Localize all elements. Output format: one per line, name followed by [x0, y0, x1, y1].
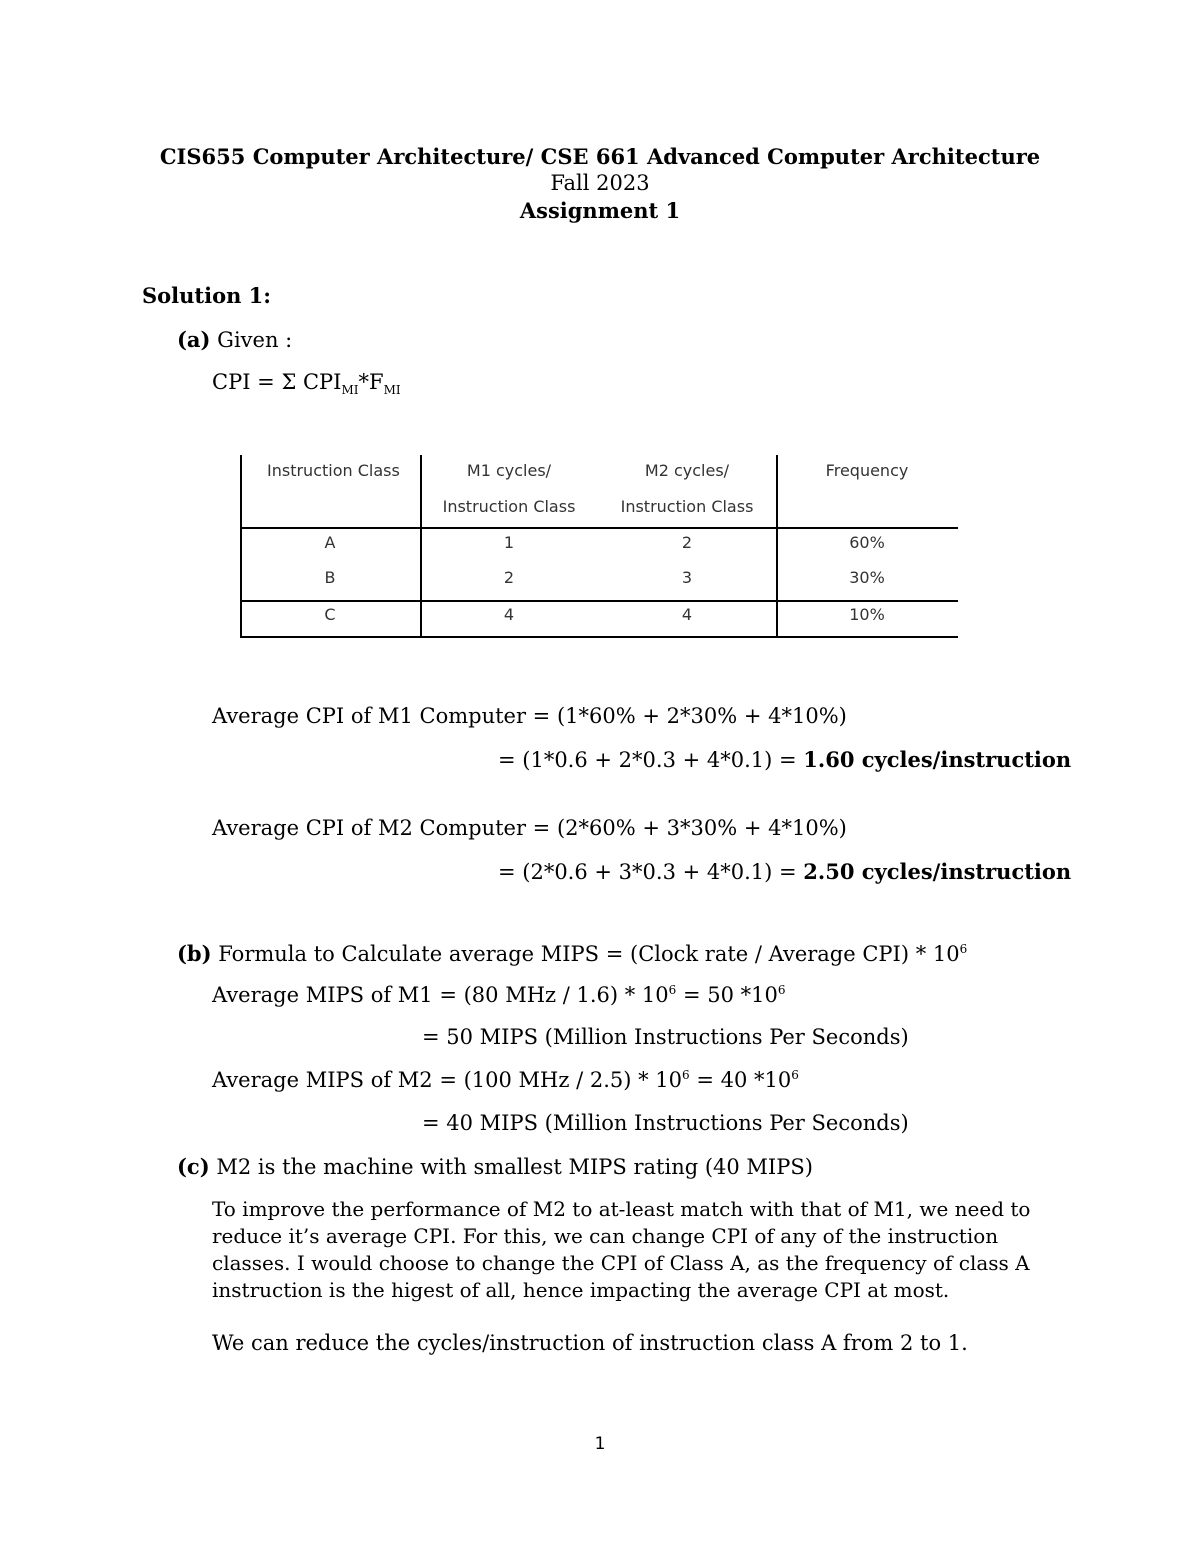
m1-mips-result: = 50 MIPS (Million Instructions Per Seconds): [422, 1025, 909, 1049]
table-row-rule: [240, 600, 958, 602]
cpi-formula-mid: *F: [358, 370, 384, 394]
header-m1-line1: M1 cycles/: [466, 461, 552, 480]
m2-mips-line: [212, 1068, 799, 1092]
m2-cpi-line1: Average CPI of M2 Computer = (2*60% + 3*30% + 4*10%): [212, 816, 847, 840]
mips-formula-exponent: 6: [959, 942, 968, 956]
table-cell: C: [324, 605, 336, 624]
table-cell: B: [324, 568, 336, 587]
page-number: 1: [594, 1434, 606, 1454]
solution-heading: Solution 1:: [142, 283, 272, 308]
m1-cpi-result: 1.60 cycles/instruction: [803, 747, 1072, 772]
m1-mips-exp1: 6: [668, 983, 677, 997]
cpi-formula: [212, 370, 401, 398]
m2-mips-result: = 40 MIPS (Million Instructions Per Seconds): [422, 1111, 909, 1135]
m2-cpi-result: 2.50 cycles/instruction: [803, 859, 1072, 884]
table-cell: 60%: [849, 533, 885, 552]
mips-formula: [177, 941, 967, 966]
m1-mips-expr: Average MIPS of M1 = (80 MHz / 1.6) * 10: [212, 983, 669, 1007]
table-cell: A: [324, 533, 336, 552]
m2-cpi-expression: = (2*0.6 + 3*0.3 + 4*0.1) =: [498, 860, 804, 884]
header-m2-line2: Instruction Class: [620, 497, 754, 516]
m2-mips-exp1: 6: [682, 1068, 690, 1082]
header-frequency: Frequency: [825, 461, 909, 480]
m1-mips-line: [212, 983, 786, 1007]
document-title: CIS655 Computer Architecture/ CSE 661 Advanced Computer Architecture: [159, 144, 1041, 169]
assignment-title: Assignment 1: [519, 198, 681, 223]
header-instruction-class: Instruction Class: [267, 461, 400, 480]
instruction-class-table: [240, 455, 958, 638]
part-c-paragraph-2: We can reduce the cycles/instruction of instruction class A from 2 to 1.: [212, 1331, 968, 1355]
table-cell: 1: [503, 533, 515, 552]
cpi-formula-sub1: MI: [341, 383, 359, 398]
part-c-statement: M2 is the machine with smallest MIPS rating (40 MIPS): [216, 1155, 813, 1179]
part-c-paragraph-1: To improve the performance of M2 to at-least match with that of M1, we need to reduce it’s average CPI. For this, we can change CPI of any of the instruction classes. I would choose to change the CPI of Class A, as the frequency of class A instruction is the higest of all, hence impacting the average CPI at most.: [212, 1197, 1031, 1302]
m1-cpi-line2: [498, 747, 1071, 772]
mips-formula-text: Formula to Calculate average MIPS = (Clock rate / Average CPI) * 10: [218, 942, 960, 966]
part-c-line: [177, 1154, 813, 1179]
cpi-formula-sub2: MI: [383, 383, 401, 398]
part-c-label: (c): [177, 1154, 210, 1179]
m2-mips-exp2: 6: [791, 1068, 799, 1082]
table-cell: 30%: [849, 568, 885, 587]
cpi-formula-main: CPI = Σ CPI: [212, 370, 342, 394]
m2-cpi-line2: [498, 859, 1071, 884]
m2-mips-expr: Average MIPS of M2 = (100 MHz / 2.5) * 10: [212, 1068, 683, 1092]
table-cell: 4: [681, 605, 693, 624]
term: Fall 2023: [550, 171, 650, 195]
part-b-label: (b): [177, 941, 212, 966]
m1-cpi-expression: = (1*0.6 + 2*0.3 + 4*0.1) =: [498, 748, 804, 772]
m2-mips-expr2: = 40 *10: [689, 1068, 792, 1092]
m1-mips-expr2: = 50 *10: [676, 983, 778, 1007]
table-cell: 2: [681, 533, 693, 552]
m1-mips-exp2: 6: [777, 983, 786, 997]
header-m1-line2: Instruction Class: [442, 497, 576, 516]
given-label: Given :: [217, 328, 293, 352]
m1-cpi-line1: Average CPI of M1 Computer = (1*60% + 2*30% + 4*10%): [212, 704, 847, 728]
header-m2-line1: M2 cycles/: [644, 461, 730, 480]
table-cell: 10%: [849, 605, 885, 624]
part-a-label: (a): [177, 327, 211, 352]
table-cell: 2: [503, 568, 515, 587]
table-cell: 3: [681, 568, 693, 587]
part-a-given: [177, 327, 292, 352]
table-cell: 4: [503, 605, 515, 624]
table-bottom-rule: [240, 636, 958, 638]
table-header-rule: [240, 527, 958, 529]
